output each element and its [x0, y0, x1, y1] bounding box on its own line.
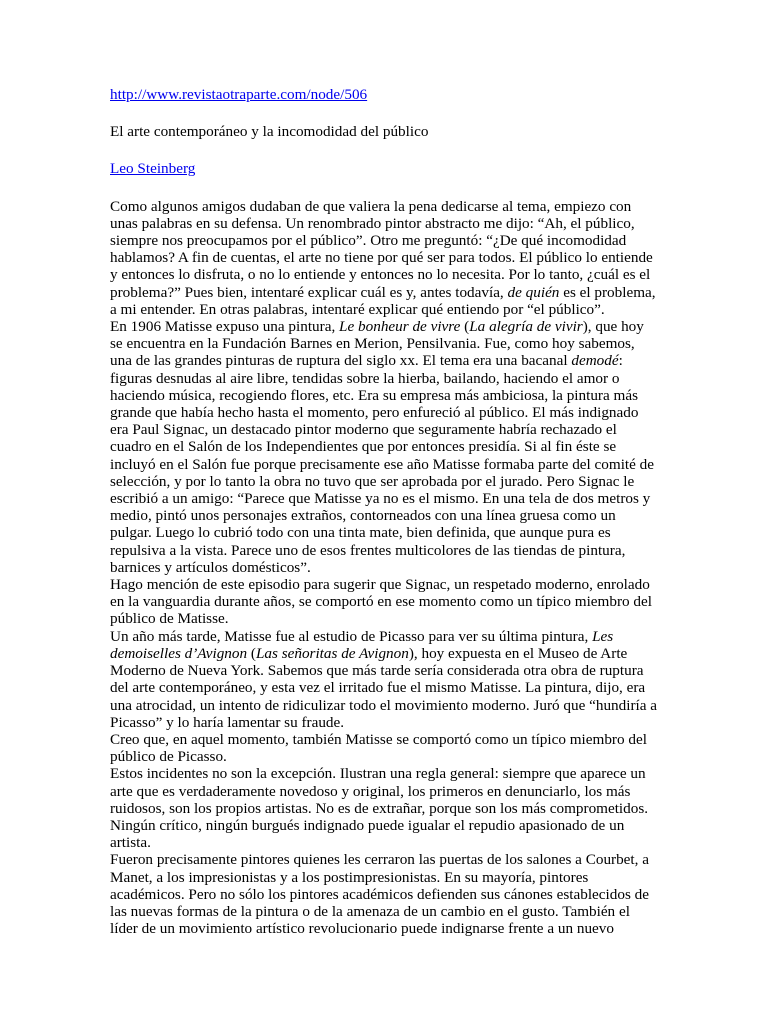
artwork-title-translation: La alegría de vivir	[469, 318, 583, 336]
paragraph-2: En 1906 Matisse expuso una pintura, Le bonheur de vivre (La alegría de vivir), que hoy se encuentra en la Fundación Barnes en Merion, Pensilvania. Fue, como hoy sabemos, una de las grandes pinturas de ruptura del siglo xx. El tema era una bacanal demodé: figuras desnudas al aire libre, tendidas sobre la hierba, bailando, haciendo el amor o haciendo música, recogiendo flores, etc. Era su empresa más ambiciosa, la pintura más grande que había hecho hasta el momento, pero enfureció al público. El más indignado era Paul Signac, un destacado pintor moderno que seguramente habría rechazado el cuadro en el Salón de los Independientes que por entonces presidía. Si al fin éste se incluyó en el Salón fue porque precisamente ese año Matisse formaba parte del comité de selección, y por lo tanto la obra no tuvo que ser aprobada por el jurado. Pero Signac le escribió a un amigo: “Parece que Matisse ya no es el mismo. En una tela de dos metros y medio, pintó unos personajes extraños, contorneados con una línea gruesa como un pulgar. Luego lo cubrió todo con una tinta mate, bien definida, que aunque pura es repulsiva a la vista. Parece uno de esos frentes multicolores de las tiendas de pintura, barnices y artículos domésticos”.	[110, 318, 655, 576]
emphasis-text: demodé	[571, 352, 619, 370]
paragraph-5: Creo que, en aquel momento, también Matisse se comportó como un típico miembro del público de Picasso.	[110, 730, 647, 766]
paragraph-3: Hago mención de este episodio para sugerir que Signac, un respetado moderno, enrolado en la vanguardia durante años, se comportó en ese momento como un típico miembro del público de Matisse.	[110, 576, 652, 628]
source-url-link[interactable]: http://www.revistaotraparte.com/node/506	[110, 86, 368, 103]
artwork-title: Le bonheur de vivre	[339, 318, 461, 336]
author-link[interactable]: Leo Steinberg	[110, 160, 196, 178]
paragraph-4: Un año más tarde, Matisse fue al estudio de Picasso para ver su última pintura, Les demoiselles d’Avignon (Las señoritas de Avignon), hoy expuesta en el Museo de Arte Moderno de Nueva York. Sabemos que más tarde sería considerada otra obra de ruptura del arte contemporáneo, y esta vez el irritado fue el mismo Matisse. La pintura, dijo, era una atrocidad, un intento de ridiculizar todo el movimiento moderno. Juró que “hundiría a Picasso” y lo haría lamentar su fraude.	[110, 627, 658, 731]
paragraph-1: Como algunos amigos dudaban de que valiera la pena dedicarse al tema, empiezo con unas palabras en su defensa. Un renombrado pintor abstracto me dijo: “Ah, el público, siempre nos preocupamos por el público”. Otro me preguntó: “¿De qué incomodidad hablamos? A fin de cuentas, el arte no tiene por qué ser para todos. El público lo entiende y entonces lo disfruta, o no lo entiende y entonces no lo necesita. Por lo tanto, ¿cuál es el problema?” Pues bien, intentaré explicar cuál es y, antes todavía, de quién es el problema, a mi entender. En otras palabras, intentaré explicar qué entiendo por “el público”.	[110, 197, 656, 318]
document-page	[110, 86, 658, 937]
paragraph-7: Fueron precisamente pintores quienes les cerraron las puertas de los salones a Courbet, a Manet, a los impresionistas y a los postimpresionistas. En su mayoría, pintores académicos. Pero no sólo los pintores académicos defienden sus cánones establecidos de las nuevas formas de la pintura o de la amenaza de un cambio en el gusto. También el líder de un movimiento artístico revolucionario puede indignarse frente a un nuevo	[110, 851, 649, 938]
artwork-title: Les demoiselles d’Avignon	[110, 627, 614, 662]
paragraph-6: Estos incidentes no son la excepción. Ilustran una regla general: siempre que aparece un arte que es verdaderamente novedoso y original, los primeros en denunciarlo, los más ruidosos, son los propios artistas. No es de extrañar, porque son los más comprometidos. Ningún crítico, ningún burgués indignado puede igualar el repudio apasionado de un artista.	[110, 765, 649, 852]
article-body	[110, 198, 658, 938]
artwork-title-translation: Las señoritas de Avignon	[255, 644, 409, 662]
article-title: El arte contemporáneo y la incomodidad del público	[110, 123, 429, 141]
emphasis-text: de quién	[507, 283, 560, 301]
author-line	[110, 160, 658, 177]
url-line	[110, 86, 658, 103]
